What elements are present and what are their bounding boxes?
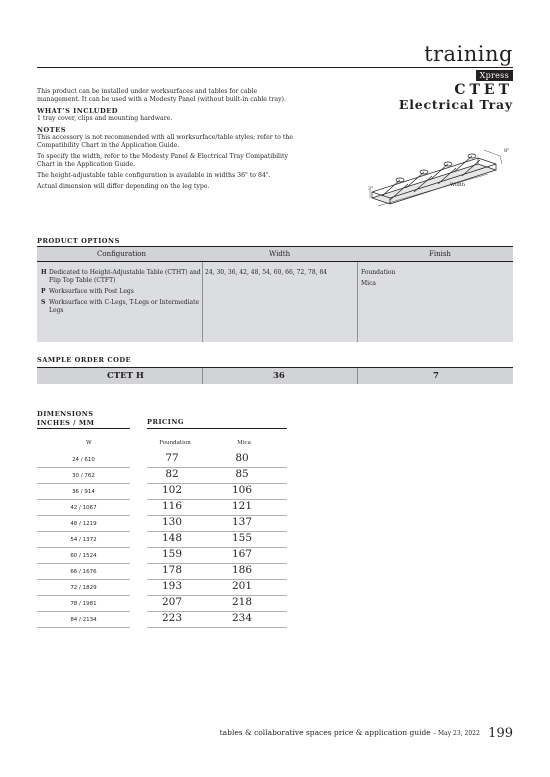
- config-option-h: [41, 269, 201, 284]
- row-rule: [37, 627, 130, 628]
- intro-block: [37, 88, 297, 194]
- sample-order-row: [37, 367, 513, 384]
- config-key: P: [41, 288, 46, 295]
- column-header-configuration: Configuration: [97, 250, 147, 258]
- pricing-heading: PRICING: [147, 418, 185, 426]
- price-foundation: 193: [161, 580, 183, 592]
- notes-heading: NOTES: [37, 126, 66, 134]
- product-description: This product can be installed under worksurfaces and tables for cable management. It can be used with a Modesty Panel (without built-in cable tray).: [37, 88, 286, 103]
- width-options: 24, 30, 36, 42, 48, 54, 60, 66, 72, 78, 84: [205, 269, 328, 276]
- price-mica: 85: [235, 468, 249, 480]
- dimension-value: 84 / 2134: [70, 617, 97, 623]
- illustration-width-label: Width: [450, 182, 466, 188]
- footer-date: – May 23, 2022: [433, 730, 480, 737]
- price-mica: 186: [231, 564, 253, 576]
- note-text: Actual dimension will differ depending on the leg type.: [37, 183, 210, 190]
- illustration-height-label: 3": [368, 186, 374, 192]
- price-foundation: 102: [161, 484, 183, 496]
- product-code: CTET: [454, 82, 513, 98]
- electrical-tray-illustration: [368, 140, 518, 212]
- column-header-w: W: [86, 440, 92, 446]
- dimension-value: 36 / 914: [72, 489, 95, 495]
- dimension-value: 54 / 1372: [70, 537, 97, 543]
- product-name: Electrical Tray: [398, 97, 513, 112]
- price-mica: 106: [231, 484, 253, 496]
- finish-option: Foundation: [361, 269, 396, 276]
- config-text: Worksurface with Post Legs: [49, 288, 134, 295]
- options-header-row: [37, 247, 513, 262]
- xpress-badge: Xpress: [476, 70, 513, 81]
- config-key: H: [41, 269, 47, 276]
- price-mica: 121: [231, 500, 253, 512]
- price-mica: 218: [231, 596, 253, 608]
- order-code-finish: 7: [433, 371, 439, 381]
- column-divider: [357, 368, 358, 384]
- row-rule: [147, 627, 287, 628]
- config-option-p: [41, 288, 201, 296]
- price-foundation: 159: [161, 548, 183, 560]
- note-text: The height-adjustable table configuration is available in widths 36" to 84".: [37, 172, 271, 179]
- sample-order-heading: SAMPLE ORDER CODE: [37, 356, 132, 364]
- header-rule: [37, 67, 513, 68]
- product-options-heading: PRODUCT OPTIONS: [37, 237, 120, 245]
- price-foundation: 178: [161, 564, 183, 576]
- dimensions-rule: [37, 428, 130, 429]
- dimensions-heading-line1: DIMENSIONS: [37, 410, 94, 418]
- config-key: S: [41, 299, 46, 306]
- config-option-s: [41, 299, 201, 314]
- price-foundation: 77: [165, 452, 179, 464]
- note-text: To specify the width, refer to the Modesty Panel & Electrical Tray Compatibility Chart in the Application Guide.: [37, 153, 289, 168]
- column-divider: [202, 368, 203, 384]
- dimension-value: 78 / 1981: [70, 601, 97, 607]
- column-header-mica: Mica: [237, 440, 251, 446]
- order-code-config: CTET H: [107, 371, 144, 381]
- page-number: 199: [488, 726, 513, 741]
- column-header-width: Width: [269, 250, 291, 258]
- config-text: Worksurface with C-Legs, T-Legs or Intermediate Legs: [49, 299, 200, 314]
- order-code-width: 36: [273, 371, 285, 381]
- price-row: [37, 612, 287, 631]
- whats-included-heading: WHAT’S INCLUDED: [37, 107, 118, 115]
- dimension-value: 24 / 610: [72, 457, 95, 463]
- dimension-value: 30 / 762: [72, 473, 95, 479]
- section-title: training: [424, 42, 513, 66]
- price-foundation: 82: [165, 468, 179, 480]
- column-header-foundation: Foundation: [159, 440, 191, 446]
- price-mica: 234: [231, 612, 253, 624]
- pricing-rule: [147, 428, 287, 429]
- price-foundation: 148: [161, 532, 183, 544]
- illustration-depth-label: 8": [504, 148, 510, 154]
- dimension-value: 60 / 1524: [70, 553, 97, 559]
- dimension-value: 48 / 1219: [70, 521, 97, 527]
- dimension-value: 42 / 1067: [70, 505, 97, 511]
- column-divider: [202, 262, 203, 342]
- price-mica: 201: [231, 580, 253, 592]
- column-divider: [357, 262, 358, 342]
- note-text: This accessory is not recommended with all worksurface/table styles; refer to the Compatibility Chart in the Application Guide.: [37, 134, 293, 149]
- config-text: Dedicated to Height-Adjustable Table (CTHT) and Flip Top Table (CTFT): [49, 269, 201, 284]
- price-mica: 137: [231, 516, 253, 528]
- finish-option: Mica: [361, 280, 376, 287]
- price-foundation: 116: [161, 500, 183, 512]
- column-header-finish: Finish: [429, 250, 451, 258]
- price-foundation: 130: [161, 516, 183, 528]
- footer-title: tables & collaborative spaces price & application guide: [219, 728, 431, 737]
- dimensions-heading-line2: INCHES / MM: [37, 418, 95, 427]
- product-options-table: [37, 246, 513, 342]
- dimensions-heading: [37, 410, 94, 427]
- page-footer: [220, 726, 513, 741]
- price-foundation: 207: [161, 596, 183, 608]
- price-foundation: 223: [161, 612, 183, 624]
- price-mica: 155: [231, 532, 253, 544]
- price-mica: 167: [231, 548, 253, 560]
- price-mica: 80: [235, 452, 249, 464]
- whats-included-text: 1 tray cover, clips and mounting hardware.: [37, 115, 173, 122]
- dimension-value: 66 / 1676: [70, 569, 97, 575]
- dimension-value: 72 / 1829: [70, 585, 97, 591]
